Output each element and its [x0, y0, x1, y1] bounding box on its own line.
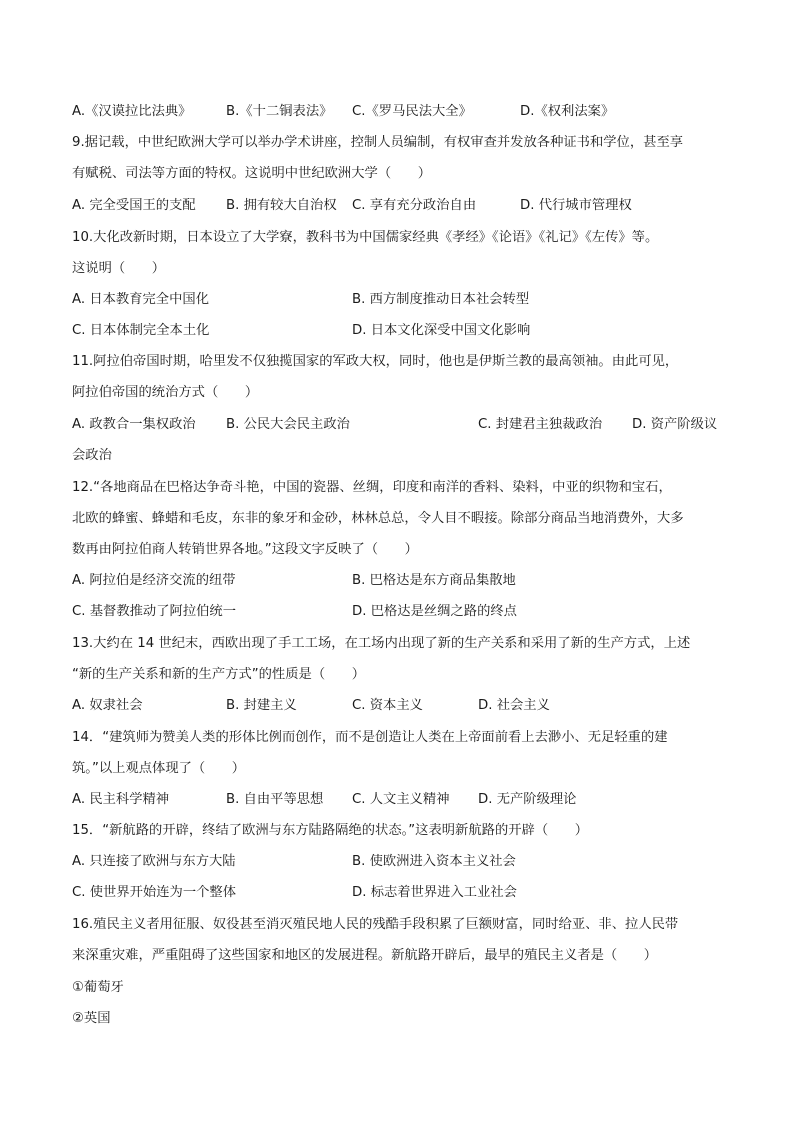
q14-option-d: D. 无产阶级理论 [478, 792, 577, 807]
q10-option-b: B. 西方制度推动日本社会转型 [352, 292, 530, 307]
q14-option-c: C. 人文主义精神 [352, 792, 450, 807]
q11-option-c: C. 封建君主独裁政治 [478, 417, 603, 432]
q15-option-b: B. 使欧洲进入资本主义社会 [352, 854, 516, 869]
q10-stem-line2: 这说明（ ） [72, 261, 166, 276]
q14-stem-line1: 14．“建筑师为赞美人类的形体比例而创作，而不是创造让人类在上帝面前看上去渺小、无足轻重的建 [72, 730, 668, 745]
q12-option-b: B. 巴格达是东方商品集散地 [352, 573, 516, 588]
q9-option-c: C. 享有充分政治自由 [352, 198, 477, 213]
q13-option-b: B. 封建主义 [226, 698, 297, 713]
q16-stem-line1: 16.殖民主义者用征服、奴役甚至消灭殖民地人民的残酷手段积累了巨额财富，同时给亚、非、拉人民带 [72, 917, 679, 932]
q11-option-d-continuation: 会政治 [72, 448, 112, 463]
q8-option-d: D.《权利法案》 [520, 104, 615, 119]
q9-option-a: A. 完全受国王的支配 [72, 198, 196, 213]
q10-option-c: C. 日本体制完全本土化 [72, 323, 210, 338]
q10-stem-line1: 10.大化改新时期，日本设立了大学寮，教科书为中国儒家经典《孝经》《论语》《礼记》《左传》等。 [72, 230, 659, 245]
q15-option-d: D. 标志着世界进入工业社会 [352, 885, 517, 900]
q9-stem-line1: 9.据记载，中世纪欧洲大学可以举办学术讲座，控制人员编制，有权审查并发放各种证书和学位，甚至享 [72, 135, 684, 150]
q13-option-c: C. 资本主义 [352, 698, 423, 713]
q12-option-a: A. 阿拉伯是经济交流的纽带 [72, 573, 236, 588]
q12-option-c: C. 基督教推动了阿拉伯统一 [72, 604, 237, 619]
q8-option-c: C.《罗马民法大全》 [352, 104, 472, 119]
q16-stem-line2: 来深重灾难，严重阻碍了这些国家和地区的发展进程。新航路开辟后，最早的殖民主义者是（ ） [72, 948, 658, 963]
q16-item-1: ①葡萄牙 [72, 980, 124, 995]
q13-option-d: D. 社会主义 [478, 698, 550, 713]
q14-option-a: A. 民主科学精神 [72, 792, 170, 807]
q12-stem-line3: 数再由阿拉伯商人转销世界各地。”这段文字反映了（ ） [72, 542, 418, 557]
q15-stem-line1: 15．“新航路的开辟，终结了欧洲与东方陆路隔绝的状态。”这表明新航路的开辟（ ） [72, 823, 589, 838]
q11-option-a: A. 政教合一集权政治 [72, 417, 196, 432]
q12-stem-line1: 12.“各地商品在巴格达争奇斗艳，中国的瓷器、丝绸，印度和南洋的香料、染料，中亚的织物和宝石， [72, 480, 672, 495]
q13-option-a: A. 奴隶社会 [72, 698, 143, 713]
q8-option-b: B.《十二铜表法》 [226, 104, 333, 119]
q13-stem-line2: “新的生产关系和新的生产方式”的性质是（ ） [72, 667, 366, 682]
q12-option-d: D. 巴格达是丝绸之路的终点 [352, 604, 517, 619]
q11-option-d: D. 资产阶级议 [632, 417, 718, 432]
q14-stem-line2: 筑。”以上观点体现了（ ） [72, 761, 246, 776]
q9-option-d: D. 代行城市管理权 [520, 198, 632, 213]
q9-stem-line2: 有赋税、司法等方面的特权。这说明中世纪欧洲大学（ ） [72, 166, 432, 181]
q10-option-a: A. 日本教育完全中国化 [72, 292, 209, 307]
q9-option-b: B. 拥有较大自治权 [226, 198, 337, 213]
q13-stem-line1: 13.大约在 14 世纪末，西欧出现了手工工场，在工场内出现了新的生产关系和采用了新的生产方式，上述 [72, 636, 691, 651]
q12-stem-line2: 北欧的蜂蜜、蜂蜡和毛皮，东非的象牙和金砂，林林总总，令人目不暇接。除部分商品当地消费外，大多 [72, 511, 684, 526]
q8-option-a: A.《汉谟拉比法典》 [72, 104, 192, 119]
q14-option-b: B. 自由平等思想 [226, 792, 324, 807]
q15-option-c: C. 使世界开始连为一个整体 [72, 885, 237, 900]
q11-option-b: B. 公民大会民主政治 [226, 417, 350, 432]
q10-option-d: D. 日本文化深受中国文化影响 [352, 323, 531, 338]
q11-stem-line2: 阿拉伯帝国的统治方式（ ） [72, 385, 259, 400]
q15-option-a: A. 只连接了欧洲与东方大陆 [72, 854, 236, 869]
q11-stem-line1: 11.阿拉伯帝国时期，哈里发不仅独揽国家的军政大权，同时，他也是伊斯兰教的最高领袖。由此可见， [72, 354, 679, 369]
q16-item-2: ②英国 [72, 1011, 111, 1026]
